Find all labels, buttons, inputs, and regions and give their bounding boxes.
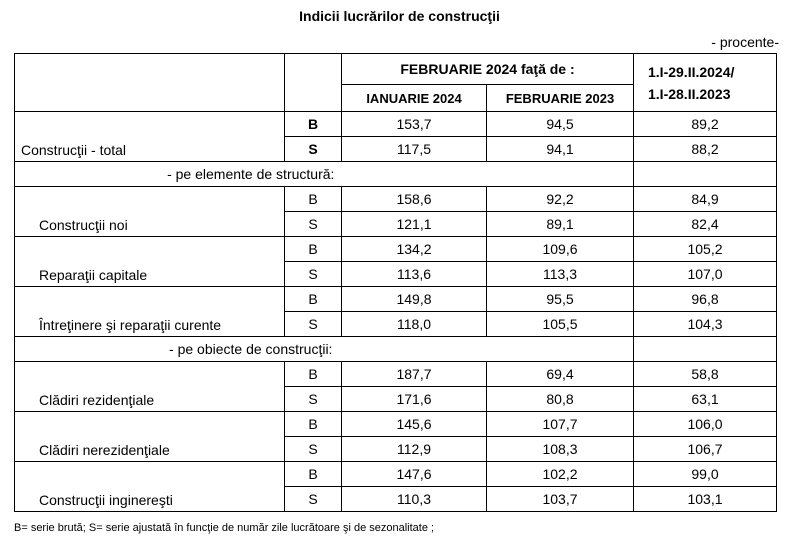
- value-cumulative: 105,2: [634, 237, 777, 262]
- header-ianuarie: IANUARIE 2024: [342, 85, 487, 112]
- series-type: B: [285, 187, 342, 212]
- value-cumulative: 104,3: [634, 312, 777, 337]
- section-filler: [634, 337, 777, 362]
- value-februarie: 94,5: [487, 112, 634, 137]
- value-februarie: 80,8: [487, 387, 634, 412]
- value-ianuarie: 117,5: [342, 137, 487, 162]
- value-februarie: 108,3: [487, 437, 634, 462]
- value-februarie: 105,5: [487, 312, 634, 337]
- value-ianuarie: 187,7: [342, 362, 487, 387]
- table-row: [15, 287, 777, 312]
- value-februarie: 92,2: [487, 187, 634, 212]
- value-cumulative: 84,9: [634, 187, 777, 212]
- unit-label: - procente-: [711, 34, 779, 50]
- value-februarie: 103,7: [487, 487, 634, 512]
- table-row: [15, 187, 777, 212]
- series-type: S: [285, 437, 342, 462]
- value-cumulative: 96,8: [634, 287, 777, 312]
- section-label: - pe obiecte de construcţii:: [15, 337, 487, 362]
- section-row: [15, 162, 777, 187]
- header-blank-name: [15, 54, 285, 112]
- value-cumulative: 106,7: [634, 437, 777, 462]
- section-filler: [634, 162, 777, 187]
- table-row: [15, 237, 777, 262]
- series-type: S: [285, 487, 342, 512]
- value-ianuarie: 112,9: [342, 437, 487, 462]
- header-cumulative: [634, 54, 777, 112]
- header-februarie: FEBRUARIE 2023: [487, 85, 634, 112]
- value-februarie: 95,5: [487, 287, 634, 312]
- table-body: [15, 112, 777, 512]
- series-type: B: [285, 112, 342, 137]
- value-ianuarie: 145,6: [342, 412, 487, 437]
- index-table: [14, 53, 777, 512]
- value-ianuarie: 149,8: [342, 287, 487, 312]
- series-type: S: [285, 262, 342, 287]
- section-filler: [487, 337, 634, 362]
- header-cumulative-line2: 1.I-28.II.2023: [648, 85, 731, 102]
- series-type: S: [285, 137, 342, 162]
- row-label: Construcţii noi: [15, 187, 285, 237]
- row-label: Construcţii - total: [15, 112, 285, 162]
- value-cumulative: 58,8: [634, 362, 777, 387]
- value-cumulative: 106,0: [634, 412, 777, 437]
- series-type: B: [285, 462, 342, 487]
- value-ianuarie: 147,6: [342, 462, 487, 487]
- value-cumulative: 82,4: [634, 212, 777, 237]
- section-label: - pe elemente de structură:: [15, 162, 487, 187]
- value-ianuarie: 113,6: [342, 262, 487, 287]
- value-ianuarie: 121,1: [342, 212, 487, 237]
- section-row: [15, 337, 777, 362]
- table-row: [15, 462, 777, 487]
- value-februarie: 69,4: [487, 362, 634, 387]
- row-label: Clădiri nerezidenţiale: [15, 412, 285, 462]
- row-label: Reparaţii capitale: [15, 237, 285, 287]
- value-ianuarie: 134,2: [342, 237, 487, 262]
- series-type: B: [285, 237, 342, 262]
- value-februarie: 107,7: [487, 412, 634, 437]
- value-ianuarie: 110,3: [342, 487, 487, 512]
- value-februarie: 113,3: [487, 262, 634, 287]
- value-cumulative: 63,1: [634, 387, 777, 412]
- series-type: S: [285, 312, 342, 337]
- footnote: B= serie brută; S= serie ajustată în funcţie de număr zile lucrătoare şi de sezonalitate ;: [14, 522, 435, 534]
- series-type: B: [285, 412, 342, 437]
- row-label: Întreţinere şi reparaţii curente: [15, 287, 285, 337]
- page-title: Indicii lucrărilor de construcţii: [299, 8, 500, 24]
- table-row: [15, 112, 777, 137]
- value-februarie: 102,2: [487, 462, 634, 487]
- header-cumulative-line1: 1.I-29.II.2024/: [648, 63, 735, 80]
- value-ianuarie: 171,6: [342, 387, 487, 412]
- value-cumulative: 103,1: [634, 487, 777, 512]
- value-cumulative: 89,2: [634, 112, 777, 137]
- series-type: B: [285, 287, 342, 312]
- row-label: Clădiri rezidenţiale: [15, 362, 285, 412]
- value-ianuarie: 153,7: [342, 112, 487, 137]
- header-group: FEBRUARIE 2024 faţă de :: [342, 54, 634, 85]
- table-row: [15, 362, 777, 387]
- series-type: B: [285, 362, 342, 387]
- series-type: S: [285, 212, 342, 237]
- value-cumulative: 107,0: [634, 262, 777, 287]
- value-cumulative: 99,0: [634, 462, 777, 487]
- value-februarie: 89,1: [487, 212, 634, 237]
- header-row-1: [15, 54, 777, 85]
- value-ianuarie: 158,6: [342, 187, 487, 212]
- table-row: [15, 412, 777, 437]
- header-blank-series: [285, 54, 342, 112]
- value-cumulative: 88,2: [634, 137, 777, 162]
- section-filler: [487, 162, 634, 187]
- value-ianuarie: 118,0: [342, 312, 487, 337]
- series-type: S: [285, 387, 342, 412]
- value-februarie: 109,6: [487, 237, 634, 262]
- row-label: Construcţii inginereşti: [15, 462, 285, 512]
- value-februarie: 94,1: [487, 137, 634, 162]
